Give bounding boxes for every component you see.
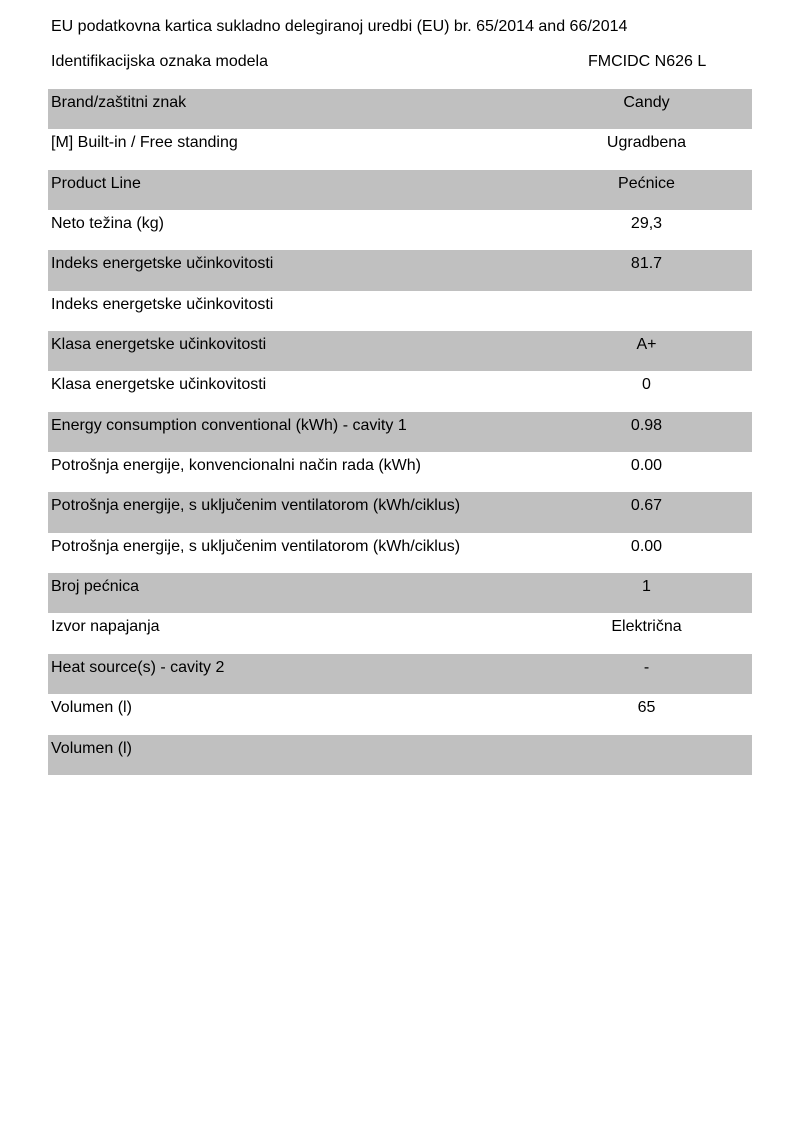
row-label: Broj pećnica bbox=[51, 578, 140, 596]
row-label: Potrošnja energije, s uključenim ventilatorom (kWh/ciklus) bbox=[51, 497, 461, 515]
row-value: Candy bbox=[623, 94, 670, 111]
row-value: 0.67 bbox=[630, 497, 663, 515]
table-row bbox=[48, 412, 752, 452]
model-value: FMCIDC N626 L bbox=[588, 53, 707, 70]
table-row bbox=[48, 210, 752, 250]
row-label: Klasa energetske učinkovitosti bbox=[51, 376, 267, 394]
table-row bbox=[48, 371, 752, 411]
model-row bbox=[48, 50, 752, 74]
row-value: 29,3 bbox=[630, 215, 663, 233]
model-label: Identifikacijska oznaka modela bbox=[51, 53, 269, 70]
row-label: Volumen (l) bbox=[51, 699, 132, 717]
table-row bbox=[48, 331, 752, 371]
row-label: Indeks energetske učinkovitosti bbox=[51, 295, 274, 313]
row-value: Električna bbox=[611, 618, 682, 636]
row-value: 1 bbox=[642, 578, 651, 596]
row-value: Ugradbena bbox=[606, 134, 687, 152]
table-row bbox=[48, 492, 752, 532]
spec-table bbox=[48, 89, 752, 775]
table-row bbox=[48, 654, 752, 694]
row-value: A+ bbox=[636, 336, 657, 354]
table-row bbox=[48, 694, 752, 734]
row-label: Brand/zaštitni znak bbox=[51, 94, 187, 111]
table-row bbox=[48, 735, 752, 775]
table-row bbox=[48, 170, 752, 210]
table-row bbox=[48, 613, 752, 653]
row-value: 0.00 bbox=[630, 537, 663, 555]
row-value: Pećnice bbox=[618, 174, 675, 192]
row-value: 81.7 bbox=[630, 255, 663, 273]
table-row bbox=[48, 573, 752, 613]
row-value: 65 bbox=[637, 699, 656, 717]
row-label: [M] Built-in / Free standing bbox=[51, 134, 238, 152]
row-label: Product Line bbox=[51, 174, 141, 192]
table-row bbox=[48, 250, 752, 290]
page-title: EU podatkovna kartica sukladno delegiranoj uredbi (EU) br. 65/2014 and 66/2014 bbox=[51, 18, 628, 35]
row-label: Heat source(s) - cavity 2 bbox=[51, 658, 225, 676]
table-row bbox=[48, 533, 752, 573]
table-row bbox=[48, 452, 752, 492]
row-value: 0.98 bbox=[630, 416, 663, 434]
row-value: 0 bbox=[642, 376, 651, 394]
row-label: Potrošnja energije, konvencionalni način rada (kWh) bbox=[51, 457, 421, 475]
table-row bbox=[48, 89, 752, 129]
table-row bbox=[48, 291, 752, 331]
row-label: Potrošnja energije, s uključenim ventilatorom (kWh/ciklus) bbox=[51, 537, 461, 555]
row-value: - bbox=[643, 658, 650, 676]
row-label: Neto težina (kg) bbox=[51, 215, 164, 233]
row-label: Izvor napajanja bbox=[51, 618, 160, 636]
row-value: 0.00 bbox=[630, 457, 663, 475]
row-label: Volumen (l) bbox=[51, 739, 132, 757]
row-label: Indeks energetske učinkovitosti bbox=[51, 255, 274, 273]
row-label: Energy consumption conventional (kWh) - cavity 1 bbox=[51, 416, 407, 434]
table-row bbox=[48, 129, 752, 169]
row-label: Klasa energetske učinkovitosti bbox=[51, 336, 267, 354]
